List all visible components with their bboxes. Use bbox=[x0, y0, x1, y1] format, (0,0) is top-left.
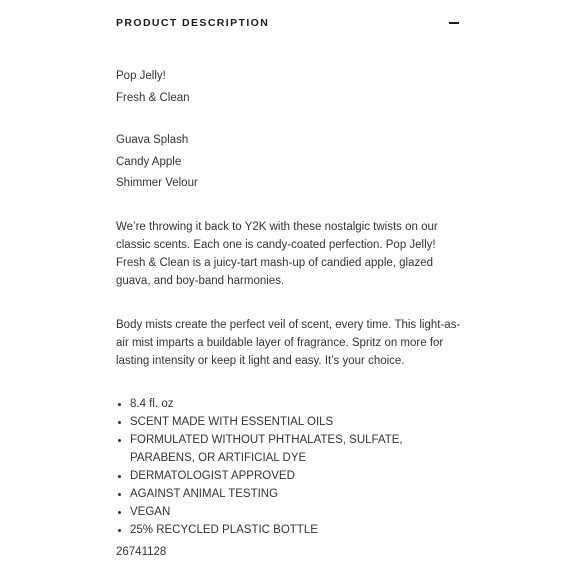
usage-paragraph: Body mists create the perfect veil of scent, every time. This light-as-air mist imparts a buildable layer of fragrance. Spritz on more for lasting intensity or keep it light and easy. It’s your choice. bbox=[116, 318, 461, 367]
description-content bbox=[116, 66, 462, 561]
bullet-icon bbox=[118, 421, 121, 424]
feature-text: DERMATOLOGIST APPROVED bbox=[130, 469, 295, 482]
bullet-icon bbox=[118, 529, 121, 532]
product-description-panel bbox=[116, 0, 462, 561]
list-item bbox=[116, 503, 462, 521]
feature-text: SCENT MADE WITH ESSENTIAL OILS bbox=[130, 415, 334, 428]
feature-text: FORMULATED WITHOUT PHTHALATES, SULFATE, PARABENS, OR ARTIFICIAL DYE bbox=[130, 433, 403, 464]
minus-icon[interactable] bbox=[446, 13, 462, 31]
feature-text: AGAINST ANIMAL TESTING bbox=[130, 487, 279, 500]
bullet-icon bbox=[118, 511, 121, 514]
bullet-icon bbox=[118, 475, 121, 478]
list-item bbox=[116, 521, 462, 539]
feature-text: 25% RECYCLED PLASTIC BOTTLE bbox=[130, 523, 318, 536]
scent-notes bbox=[116, 130, 462, 195]
scent-note: Guava Splash bbox=[116, 134, 189, 146]
product-name: Fresh & Clean bbox=[116, 91, 190, 104]
product-name-group bbox=[116, 66, 462, 109]
product-collection: Pop Jelly! bbox=[116, 70, 166, 82]
minus-icon-bar bbox=[449, 22, 459, 24]
feature-list bbox=[116, 395, 462, 539]
list-item bbox=[116, 413, 462, 431]
accordion-header[interactable] bbox=[116, 0, 462, 46]
feature-text: 8.4 fl. oz bbox=[130, 397, 174, 410]
list-item bbox=[116, 467, 462, 485]
list-item bbox=[116, 431, 462, 467]
bullet-icon bbox=[118, 493, 121, 496]
bullet-icon bbox=[118, 439, 121, 442]
bullet-icon bbox=[118, 403, 121, 406]
list-item bbox=[116, 485, 462, 503]
description-paragraph: We’re throwing it back to Y2K with these nostalgic twists on our classic scents. Each one is candy-coated perfection. Pop Jelly! Fresh & Clean is a juicy-tart mash-up of candied apple, glazed guava, and boy-band harmonies. bbox=[116, 220, 438, 287]
scent-note: Candy Apple bbox=[116, 155, 182, 168]
sku-number: 26741128 bbox=[116, 545, 167, 558]
scent-note: Shimmer Velour bbox=[116, 177, 198, 189]
list-item bbox=[116, 395, 462, 413]
section-title: PRODUCT DESCRIPTION bbox=[116, 17, 270, 29]
feature-text: VEGAN bbox=[130, 505, 171, 518]
